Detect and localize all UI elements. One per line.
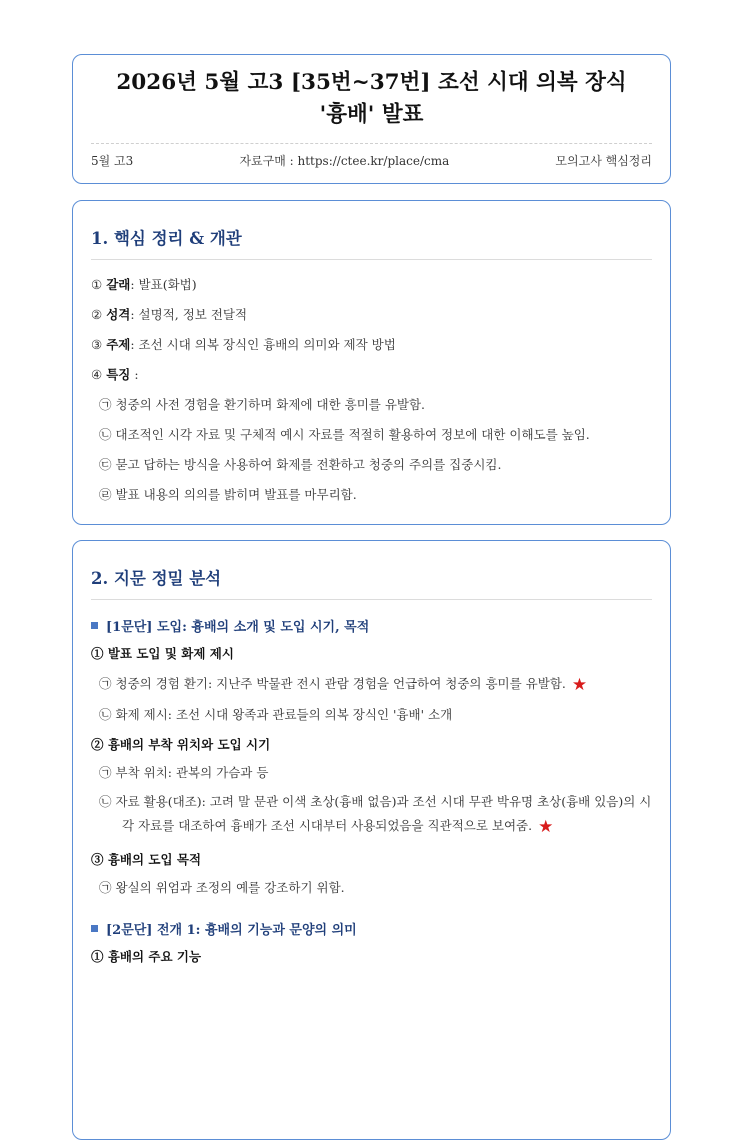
star-icon: ★ xyxy=(571,675,588,695)
feature-item: ㉡ 대조적인 시각 자료 및 구체적 예시 자료를 적절히 활용하여 정보에 대한 이해도를 높임. xyxy=(99,427,590,442)
square-bullet-icon xyxy=(91,622,98,629)
p1-group2-title: ② 흉배의 부착 위치와 도입 시기 xyxy=(91,737,271,752)
section2-card xyxy=(72,540,671,1140)
meta-purchase-link[interactable]: 자료구매 : https://ctee.kr/place/cma xyxy=(239,154,450,168)
document-title-line1: 2026년 5월 고3 [35번~37번] 조선 시대 의복 장식 xyxy=(116,70,627,95)
summary-item-nature: ② 성격: 설명적, 정보 전달적 xyxy=(91,307,248,322)
p1-group1-title: ① 발표 도입 및 화제 제시 xyxy=(91,646,234,661)
square-bullet-icon xyxy=(91,925,98,932)
paragraph2-heading: [2문단] 전개 1: 흉배의 기능과 문양의 의미 xyxy=(91,919,652,938)
paragraph1-heading: [1문단] 도입: 흉배의 소개 및 도입 시기, 목적 xyxy=(91,616,652,635)
section2-rule xyxy=(91,599,652,600)
p1-g2-item-a: ㉠ 부착 위치: 관복의 가슴과 등 xyxy=(99,765,269,780)
p2-group1-title: ① 흉배의 주요 기능 xyxy=(91,949,202,964)
header-divider xyxy=(91,143,652,144)
feature-item: ㉢ 묻고 답하는 방식을 사용하여 화제를 전환하고 청중의 주의를 집중시킴. xyxy=(99,457,502,472)
p1-g3-item-a: ㉠ 왕실의 위엄과 조정의 예를 강조하기 위함. xyxy=(99,880,345,895)
star-icon: ★ xyxy=(538,817,554,837)
p1-g2-item-b: ㉡ 자료 활용(대조): 고려 말 문관 이색 초상(흉배 없음)과 조선 시대 무관 박유명 초상(흉배 있음)의 시각 자료를 대조하여 흉배가 조선 시대부터 사용되었음을 직관적으로 보여줌. ★ xyxy=(99,794,652,837)
summary-item-theme: ③ 주제: 조선 시대 의복 장식인 흉배의 의미와 제작 방법 xyxy=(91,337,396,352)
p1-g1-item-b: ㉡ 화제 제시: 조선 시대 왕족과 관료들의 의복 장식인 '흉배' 소개 xyxy=(99,707,453,722)
feature-item: ㉠ 청중의 사전 경험을 환기하며 화제에 대한 흥미를 유발함. xyxy=(99,397,426,412)
header-meta-row xyxy=(91,152,652,169)
section2-title: 2. 지문 정밀 분석 xyxy=(91,569,222,588)
p1-g1-item-a: ㉠ 청중의 경험 환기: 지난주 박물관 전시 관람 경험을 언급하여 청중의 흥미를 유발함. ★ xyxy=(99,675,588,695)
feature-item: ㉣ 발표 내용의 의의를 밝히며 발표를 마무리함. xyxy=(99,487,357,502)
summary-item-genre: ① 갈래: 발표(화법) xyxy=(91,277,197,292)
section1-title: 1. 핵심 정리 & 개관 xyxy=(91,229,242,248)
document-title-line2: '흉배' 발표 xyxy=(319,102,424,127)
meta-grade: 5월 고3 xyxy=(91,154,134,168)
summary-item-features: ④ 특징 : xyxy=(91,367,139,382)
section1-card xyxy=(72,200,671,525)
header-card xyxy=(72,54,671,184)
section1-rule xyxy=(91,259,652,260)
p1-group3-title: ③ 흉배의 도입 목적 xyxy=(91,852,202,867)
meta-category: 모의고사 핵심정리 xyxy=(555,154,652,168)
